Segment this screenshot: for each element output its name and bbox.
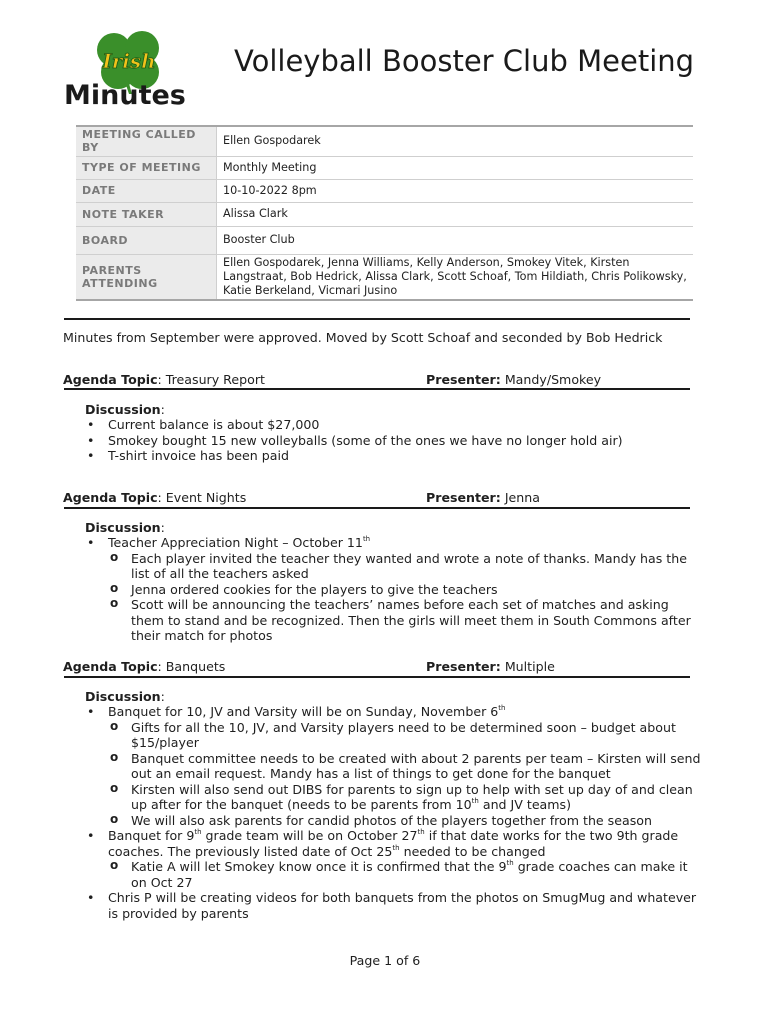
- divider: [64, 507, 690, 509]
- meeting-info-table: [76, 125, 693, 301]
- divider: [64, 676, 690, 678]
- agenda-label: Agenda Topic: [63, 490, 158, 505]
- sub-list-item: o We will also ask parents for candid photos of the players together from the season: [108, 813, 705, 829]
- logo-text: Irish: [102, 49, 156, 73]
- discussion-heading: Discussion:: [85, 689, 165, 704]
- presenter: [426, 490, 540, 505]
- list-item: • T-shirt invoice has been paid: [85, 448, 705, 464]
- presenter-label: Presenter:: [426, 659, 501, 674]
- presenter-value: Mandy/Smokey: [504, 372, 602, 387]
- presenter: [426, 659, 555, 674]
- presenter-value: Jenna: [504, 490, 540, 505]
- info-value: Ellen Gospodarek: [217, 126, 694, 156]
- list-item: • Smokey bought 15 new volleyballs (some of the ones we have no longer hold air): [85, 433, 705, 449]
- sub-list-item: o Each player invited the teacher they wanted and wrote a note of thanks. Mandy has the list of all the teachers asked: [108, 551, 705, 582]
- approval-note: Minutes from September were approved. Moved by Scott Schoaf and seconded by Bob Hedrick: [63, 330, 663, 345]
- agenda-topic-value: Event Nights: [165, 490, 247, 505]
- info-value: Monthly Meeting: [217, 156, 694, 179]
- agenda-topic: Agenda Topic: Treasury Report: [63, 372, 265, 387]
- table-row: [76, 156, 693, 179]
- discussion-list: [85, 535, 705, 644]
- info-value: Ellen Gospodarek, Jenna Williams, Kelly Anderson, Smokey Vitek, Kirsten Langstraat, Bob Hedrick, Alissa Clark, Scott Schoaf, Tom Hildiath, Chris Polikowsky, Katie Berkeland, Vicmari Jusino: [217, 254, 694, 300]
- agenda-label: Agenda Topic: [63, 659, 158, 674]
- discussion-heading: Discussion:: [85, 520, 165, 535]
- agenda-label: Agenda Topic: [63, 372, 158, 387]
- sub-list-item: o Kirsten will also send out DIBS for parents to sign up to help with set up day of and clean up after for the banquet (needs to be parents from 10th and JV teams): [108, 782, 705, 813]
- agenda-topic: Agenda Topic: Event Nights: [63, 490, 247, 505]
- info-label: TYPE OF MEETING: [76, 156, 217, 179]
- list-item: • Current balance is about $27,000: [85, 417, 705, 433]
- list-item: • Teacher Appreciation Night – October 11th o Each player invited the teacher they wanted and wrote a note of thanks. Mandy has the list of all the teachers asked o Jenna ordered cookies for the players to give the teachers o Scott will be announcing the teachers’ names before each set of matches and asking them to stand and be recognized. Then the girls will meet them in South Commons after their match for photos: [85, 535, 705, 644]
- sub-list-item: o Gifts for all the 10, JV, and Varsity players need to be determined soon – budget about $15/player: [108, 720, 705, 751]
- info-value: Alissa Clark: [217, 202, 694, 226]
- list-item: • Chris P will be creating videos for both banquets from the photos on SmugMug and whatever is provided by parents: [85, 890, 705, 921]
- list-item: • Banquet for 10, JV and Varsity will be on Sunday, November 6th o Gifts for all the 10, JV, and Varsity players need to be determined soon – budget about $15/player o Banquet committee needs to be created with about 2 parents per team – Kirsten will send out an email request. Mandy has a list of things to get done for the banquet o Kirsten will also send out DIBS for parents to sign up to help with set up day of and clean up after for the banquet (needs to be parents from 10th and JV teams) o We will also ask parents for candid photos of the players together from the season: [85, 704, 705, 828]
- table-row: [76, 179, 693, 202]
- info-value: Booster Club: [217, 226, 694, 254]
- divider: [64, 388, 690, 390]
- info-label: DATE: [76, 179, 217, 202]
- table-row: [76, 254, 693, 300]
- agenda-topic-value: Banquets: [165, 659, 226, 674]
- agenda-topic-value: Treasury Report: [165, 372, 265, 387]
- discussion-list: [85, 704, 705, 921]
- table-row: [76, 202, 693, 226]
- sub-list-item: o Scott will be announcing the teachers’ names before each set of matches and asking them to stand and be recognized. Then the girls will meet them in South Commons after their match for photos: [108, 597, 705, 644]
- list-item: • Banquet for 9th grade team will be on October 27th if that date works for the two 9th grade coaches. The previously listed date of Oct 25th needed to be changed o Katie A will let Smokey know once it is confirmed that the 9th grade coaches can make it on Oct 27: [85, 828, 705, 890]
- info-label: PARENTS ATTENDING: [76, 254, 217, 300]
- info-label: MEETING CALLED BY: [76, 126, 217, 156]
- sub-list-item: o Jenna ordered cookies for the players to give the teachers: [108, 582, 705, 598]
- discussion-list: [85, 417, 705, 464]
- presenter: [426, 372, 601, 387]
- info-label: BOARD: [76, 226, 217, 254]
- info-label: NOTE TAKER: [76, 202, 217, 226]
- presenter-value: Multiple: [504, 659, 555, 674]
- sub-list-item: o Banquet committee needs to be created with about 2 parents per team – Kirsten will send out an email request. Mandy has a list of things to get done for the banquet: [108, 751, 705, 782]
- table-row: [76, 126, 693, 156]
- info-value: 10-10-2022 8pm: [217, 179, 694, 202]
- table-row: [76, 226, 693, 254]
- agenda-topic: Agenda Topic: Banquets: [63, 659, 226, 674]
- discussion-heading: Discussion:: [85, 402, 165, 417]
- page-subtitle: Minutes: [64, 80, 186, 111]
- presenter-label: Presenter:: [426, 372, 501, 387]
- presenter-label: Presenter:: [426, 490, 501, 505]
- divider: [64, 318, 690, 320]
- page-number: Page 1 of 6: [349, 953, 421, 968]
- sub-list-item: o Katie A will let Smokey know once it is confirmed that the 9th grade coaches can make it on Oct 27: [108, 859, 705, 890]
- page-title: Volleyball Booster Club Meeting: [234, 44, 695, 78]
